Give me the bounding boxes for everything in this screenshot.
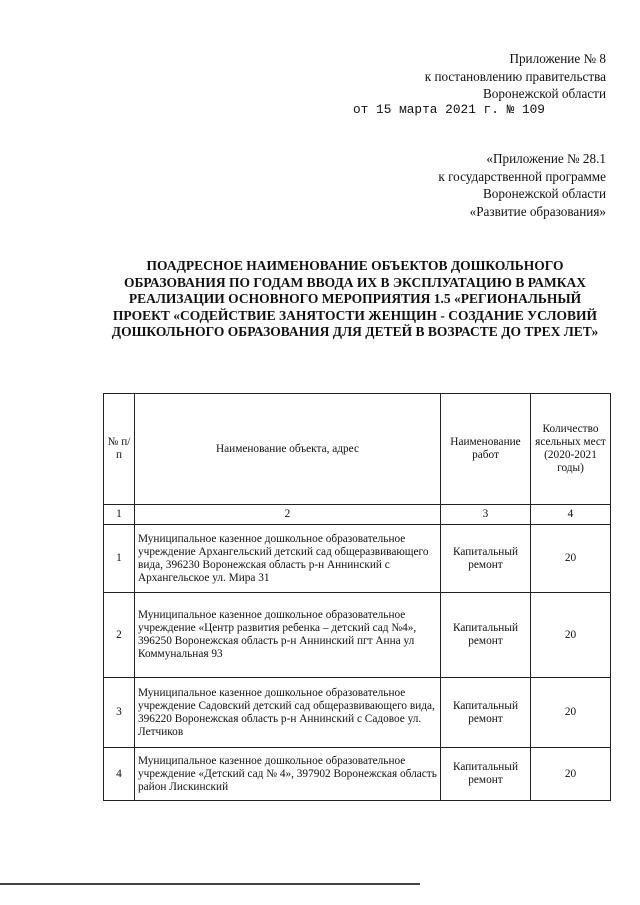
table-row [104,748,611,801]
row-number: 2 [104,593,135,678]
object-name-address: Муниципальное казенное дошкольное образовательное учреждение Архангельский детский сад общеразвивающего вида, 396230 Воронежская область р-н Аннинский с Архангельское ул. Мира 31 [135,525,441,593]
program-appendix-ref: к государственной программе [438,168,606,184]
appendix-region: Воронежской области [483,86,606,101]
table-row [104,525,611,593]
column-number: 2 [135,505,441,525]
row-number: 4 [104,748,135,801]
row-number: 3 [104,678,135,748]
objects-table [103,393,611,801]
nursery-places: 20 [531,525,611,593]
column-number: 3 [441,505,531,525]
object-name-address: Муниципальное казенное дошкольное образовательное учреждение Садовский детский сад общеразвивающего вида, 396220 Воронежская область р-н Аннинский с Садовое ул. Летчиков [135,678,441,748]
nursery-places: 20 [531,593,611,678]
row-number: 1 [104,525,135,593]
program-appendix-region: Воронежской области [483,186,606,201]
table-row [104,678,611,748]
object-name-address: Муниципальное казенное дошкольное образовательное учреждение «Детский сад № 4», 397902 Воронежская область район Лискинский [135,748,441,801]
work-type: Капитальный ремонт [441,593,531,678]
bottom-scan-line [0,883,420,885]
work-type: Капитальный ремонт [441,748,531,801]
column-number-row [104,505,611,525]
program-appendix [438,150,606,220]
appendix-decree-ref: к постановлению правительства [424,68,606,84]
work-type: Капитальный ремонт [441,525,531,593]
header-places: Количество ясельных мест (2020-2021 годы) [531,394,611,505]
nursery-places: 20 [531,678,611,748]
document-title: ПОАДРЕСНОЕ НАИМЕНОВАНИЕ ОБЪЕКТОВ ДОШКОЛЬНОГО ОБРАЗОВАНИЯ ПО ГОДАМ ВВОДА ИХ В ЭКСПЛУАТАЦИЮ В РАМКАХ РЕАЛИЗАЦИИ ОСНОВНОГО МЕРОПРИЯТИЯ 1.5 «РЕГИОНАЛЬНЫЙ ПРОЕКТ «СОДЕЙСТВИЕ ЗАНЯТОСТИ ЖЕНЩИН - СОЗДАНИЕ УСЛОВИЙ ДОШКОЛЬНОГО ОБРАЗОВАНИЯ ДЛЯ ДЕТЕЙ В ВОЗРАСТЕ ДО ТРЕХ ЛЕТ» [111,258,599,339]
decree-date-line: от 15 марта 2021 г. № 109 [353,102,545,117]
column-number: 1 [104,505,135,525]
header-name: Наименование объекта, адрес [135,394,441,505]
header-work: Наименование работ [441,394,531,505]
appendix-header [425,50,606,103]
program-appendix-name: «Развитие образования» [469,203,606,219]
appendix-number: Приложение № 8 [509,51,606,66]
object-name-address: Муниципальное казенное дошкольное образовательное учреждение «Центр развития ребенка – детский сад №4», 396250 Воронежская область р-н Аннинский пгт Анна ул Коммунальная 93 [135,593,441,678]
program-appendix-number: «Приложение № 28.1 [486,151,606,166]
table-header-row [104,394,611,505]
header-num: № п/п [104,394,135,505]
table-row [104,593,611,678]
work-type: Капитальный ремонт [441,678,531,748]
nursery-places: 20 [531,748,611,801]
column-number: 4 [531,505,611,525]
